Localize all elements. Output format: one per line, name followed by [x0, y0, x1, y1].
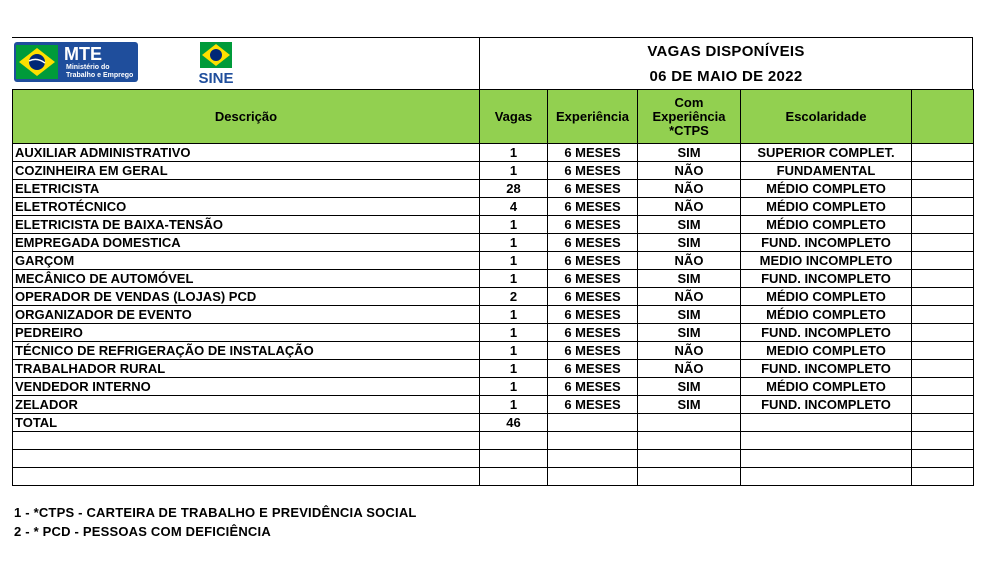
cell-descricao: PEDREIRO	[13, 324, 480, 342]
cell-empty	[912, 216, 974, 234]
cell-empty	[912, 252, 974, 270]
table-row	[13, 378, 974, 396]
cell-vagas: 1	[480, 270, 548, 288]
table-row	[13, 288, 974, 306]
cell-experiencia: 6 MESES	[548, 288, 638, 306]
cell-empty	[480, 432, 548, 450]
cell-vagas: 1	[480, 144, 548, 162]
cell-ctps: NÃO	[638, 198, 741, 216]
cell-vagas: 1	[480, 342, 548, 360]
cell-vagas: 1	[480, 378, 548, 396]
cell-empty	[912, 306, 974, 324]
column-header-escolaridade: Escolaridade	[741, 90, 912, 144]
cell-empty	[548, 414, 638, 432]
cell-empty	[13, 450, 480, 468]
cell-escolaridade: MEDIO COMPLETO	[741, 342, 912, 360]
table-row	[13, 162, 974, 180]
table-row	[13, 198, 974, 216]
cell-escolaridade: MÉDIO COMPLETO	[741, 216, 912, 234]
mte-logo-title: MTE	[64, 44, 102, 64]
table-row	[13, 234, 974, 252]
cell-escolaridade: MÉDIO COMPLETO	[741, 198, 912, 216]
cell-empty	[912, 288, 974, 306]
cell-empty	[480, 450, 548, 468]
cell-experiencia: 6 MESES	[548, 396, 638, 414]
table-row	[13, 306, 974, 324]
cell-vagas: 4	[480, 198, 548, 216]
footnote-ctps: 1 - *CTPS - CARTEIRA DE TRABALHO E PREVIDÊNCIA SOCIAL	[14, 505, 417, 520]
blank-row	[13, 450, 974, 468]
cell-experiencia: 6 MESES	[548, 180, 638, 198]
ctps-header-line1: Com	[674, 94, 704, 110]
blank-row	[13, 432, 974, 450]
cell-escolaridade: SUPERIOR COMPLET.	[741, 144, 912, 162]
footnote-pcd: 2 - * PCD - PESSOAS COM DEFICIÊNCIA	[14, 524, 271, 539]
cell-escolaridade: MÉDIO COMPLETO	[741, 306, 912, 324]
cell-experiencia: 6 MESES	[548, 270, 638, 288]
total-row	[13, 414, 974, 432]
cell-ctps: NÃO	[638, 288, 741, 306]
cell-vagas: 1	[480, 324, 548, 342]
table-row	[13, 360, 974, 378]
cell-descricao: ORGANIZADOR DE EVENTO	[13, 306, 480, 324]
cell-empty	[548, 450, 638, 468]
cell-empty	[741, 450, 912, 468]
cell-empty	[912, 360, 974, 378]
cell-descricao: GARÇOM	[13, 252, 480, 270]
cell-empty	[638, 468, 741, 486]
cell-experiencia: 6 MESES	[548, 216, 638, 234]
cell-empty	[638, 414, 741, 432]
cell-empty	[912, 450, 974, 468]
column-header-vagas: Vagas	[480, 90, 548, 144]
cell-empty	[638, 432, 741, 450]
cell-empty	[741, 414, 912, 432]
cell-ctps: SIM	[638, 324, 741, 342]
cell-vagas: 2	[480, 288, 548, 306]
cell-descricao: ELETRICISTA DE BAIXA-TENSÃO	[13, 216, 480, 234]
cell-ctps: SIM	[638, 378, 741, 396]
cell-empty	[912, 468, 974, 486]
cell-vagas: 1	[480, 234, 548, 252]
table-row	[13, 270, 974, 288]
cell-vagas: 1	[480, 360, 548, 378]
cell-ctps: SIM	[638, 234, 741, 252]
total-label: TOTAL	[13, 414, 480, 432]
cell-empty	[480, 468, 548, 486]
cell-ctps: NÃO	[638, 180, 741, 198]
cell-empty	[638, 450, 741, 468]
cell-empty	[912, 144, 974, 162]
cell-descricao: MECÂNICO DE AUTOMÓVEL	[13, 270, 480, 288]
cell-descricao: ZELADOR	[13, 396, 480, 414]
cell-descricao: TÉCNICO DE REFRIGERAÇÃO DE INSTALAÇÃO	[13, 342, 480, 360]
cell-empty	[912, 396, 974, 414]
cell-experiencia: 6 MESES	[548, 360, 638, 378]
cell-empty	[912, 432, 974, 450]
cell-escolaridade: FUND. INCOMPLETO	[741, 324, 912, 342]
cell-experiencia: 6 MESES	[548, 162, 638, 180]
cell-ctps: SIM	[638, 216, 741, 234]
table-row	[13, 252, 974, 270]
cell-escolaridade: MEDIO INCOMPLETO	[741, 252, 912, 270]
table-row	[13, 324, 974, 342]
cell-empty	[13, 432, 480, 450]
table-row	[13, 342, 974, 360]
column-header-descricao: Descrição	[13, 90, 480, 144]
cell-vagas: 1	[480, 162, 548, 180]
cell-experiencia: 6 MESES	[548, 234, 638, 252]
blank-row	[13, 468, 974, 486]
vacancies-table	[12, 89, 974, 486]
column-header-com-experiencia-ctps	[638, 90, 741, 144]
cell-escolaridade: MÉDIO COMPLETO	[741, 378, 912, 396]
cell-experiencia: 6 MESES	[548, 252, 638, 270]
cell-descricao: COZINHEIRA EM GERAL	[13, 162, 480, 180]
cell-empty	[548, 468, 638, 486]
mte-subtitle-line2: Trabalho e Emprego	[66, 72, 134, 79]
cell-empty	[912, 162, 974, 180]
header-title-box	[479, 37, 973, 89]
column-header-experiencia: Experiência	[548, 90, 638, 144]
cell-ctps: SIM	[638, 270, 741, 288]
mte-logo	[14, 42, 138, 82]
cell-descricao: TRABALHADOR RURAL	[13, 360, 480, 378]
table-row	[13, 396, 974, 414]
table-row	[13, 180, 974, 198]
cell-empty	[912, 378, 974, 396]
page-date: 06 DE MAIO DE 2022	[649, 68, 803, 85]
cell-empty	[741, 468, 912, 486]
cell-descricao: AUXILIAR ADMINISTRATIVO	[13, 144, 480, 162]
cell-descricao: EMPREGADA DOMESTICA	[13, 234, 480, 252]
cell-empty	[912, 180, 974, 198]
cell-ctps: NÃO	[638, 162, 741, 180]
cell-escolaridade: FUND. INCOMPLETO	[741, 396, 912, 414]
ctps-header-line2: Experiência	[652, 108, 726, 124]
cell-empty	[912, 342, 974, 360]
cell-empty	[912, 324, 974, 342]
cell-empty	[912, 198, 974, 216]
cell-empty	[912, 270, 974, 288]
cell-escolaridade: MÉDIO COMPLETO	[741, 180, 912, 198]
cell-escolaridade: FUND. INCOMPLETO	[741, 270, 912, 288]
page-title: VAGAS DISPONÍVEIS	[647, 43, 805, 60]
sine-flag-icon	[190, 40, 242, 72]
cell-descricao: ELETRICISTA	[13, 180, 480, 198]
table-header-row	[13, 90, 974, 144]
cell-experiencia: 6 MESES	[548, 342, 638, 360]
cell-experiencia: 6 MESES	[548, 144, 638, 162]
cell-descricao: VENDEDOR INTERNO	[13, 378, 480, 396]
cell-empty	[912, 414, 974, 432]
sine-logo	[190, 40, 242, 90]
cell-empty	[13, 468, 480, 486]
table-row	[13, 144, 974, 162]
cell-vagas: 1	[480, 252, 548, 270]
cell-ctps: NÃO	[638, 252, 741, 270]
cell-empty	[741, 432, 912, 450]
cell-descricao: OPERADOR DE VENDAS (LOJAS) PCD	[13, 288, 480, 306]
column-header-empty	[912, 90, 974, 144]
cell-empty	[548, 432, 638, 450]
cell-experiencia: 6 MESES	[548, 378, 638, 396]
cell-ctps: SIM	[638, 396, 741, 414]
cell-ctps: NÃO	[638, 342, 741, 360]
sine-logo-title: SINE	[198, 70, 234, 87]
cell-escolaridade: MÉDIO COMPLETO	[741, 288, 912, 306]
ctps-header-line3: *CTPS	[669, 122, 709, 138]
cell-vagas: 1	[480, 306, 548, 324]
cell-vagas: 28	[480, 180, 548, 198]
cell-vagas: 1	[480, 216, 548, 234]
cell-empty	[912, 234, 974, 252]
mte-subtitle-line1: Ministério do	[66, 64, 110, 71]
cell-descricao: ELETROTÉCNICO	[13, 198, 480, 216]
cell-experiencia: 6 MESES	[548, 324, 638, 342]
total-vagas: 46	[480, 414, 548, 432]
mte-logo-subtitle	[66, 64, 133, 80]
cell-ctps: SIM	[638, 144, 741, 162]
cell-experiencia: 6 MESES	[548, 306, 638, 324]
cell-escolaridade: FUND. INCOMPLETO	[741, 234, 912, 252]
cell-ctps: SIM	[638, 306, 741, 324]
cell-vagas: 1	[480, 396, 548, 414]
table-row	[13, 216, 974, 234]
cell-experiencia: 6 MESES	[548, 198, 638, 216]
cell-ctps: NÃO	[638, 360, 741, 378]
cell-escolaridade: FUND. INCOMPLETO	[741, 360, 912, 378]
cell-escolaridade: FUNDAMENTAL	[741, 162, 912, 180]
